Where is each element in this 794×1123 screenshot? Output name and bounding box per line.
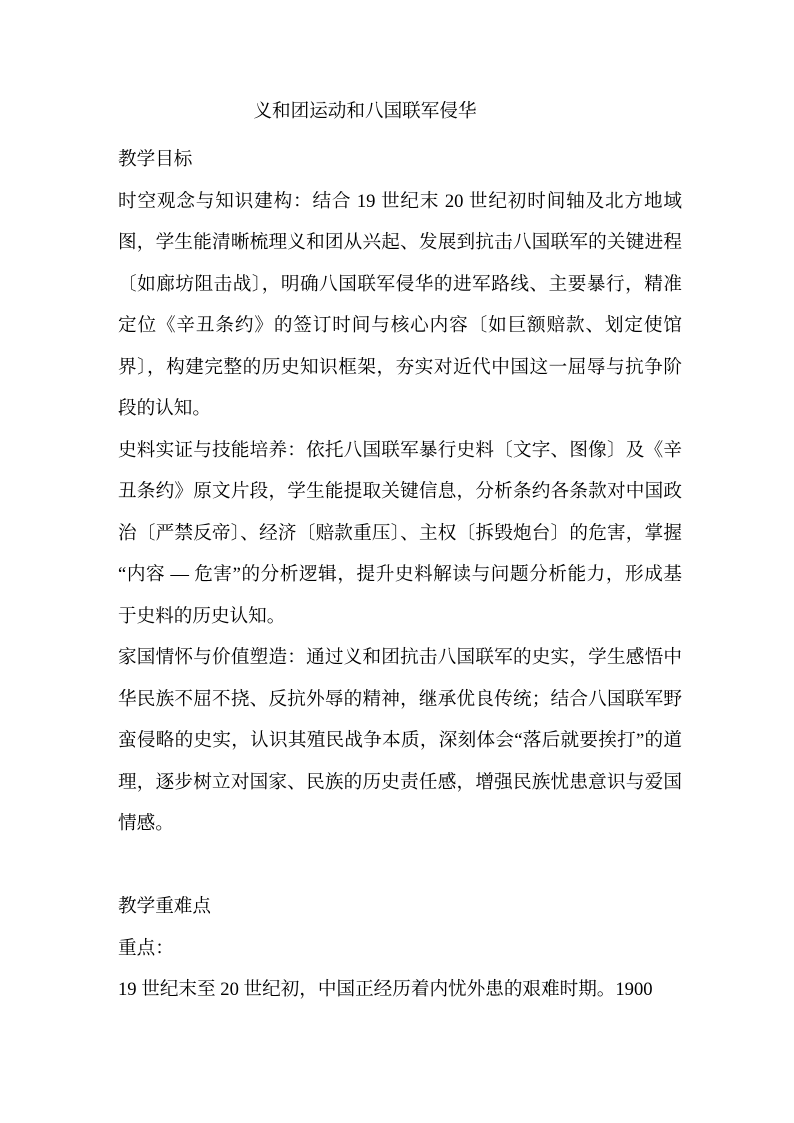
document-title: 义和团运动和八国联军侵华	[253, 101, 477, 122]
paragraph-objective-patriotism: 家国情怀与价值塑造：通过义和团抗击八国联军的史实，学生感悟中华民族不屈不挠、反抗外辱的精神，继承优良传统；结合八国联军野蛮侵略的史实，认识其殖民战争本质，深刻体会“落后就要挨打”的道理，逐步树立对国家、民族的历史责任感，增强民族忧患意识与爱国情感。	[118, 647, 682, 834]
paragraph-key-point-body: 19 世纪末至 20 世纪初，中国正经历着内忧外患的艰难时期。1900	[118, 979, 653, 1000]
section-heading-key-difficult-points: 教学重难点	[118, 896, 211, 917]
paragraph-objective-evidence-skills: 史料实证与技能培养：依托八国联军暴行史料〔文字、图像〕及《辛丑条约》原文片段，学生能提取关键信息，分析条约各条款对中国政治〔严禁反帝〕、经济〔赔款重压〕、主权〔拆毁炮台〕的危害，掌握“内容 — 危害”的分析逻辑，提升史料解读与问题分析能力，形成基于史料的历史认知。	[118, 439, 682, 627]
section-heading-teaching-objectives: 教学目标	[118, 149, 193, 170]
subheading-key-point: 重点：	[118, 937, 174, 959]
paragraph-objective-knowledge: 时空观念与知识建构：结合 19 世纪末 20 世纪初时间轴及北方地域图，学生能清晰梳理义和团从兴起、发展到抗击八国联军的关键进程〔如廊坊阻击战〕，明确八国联军侵华的进军路线、主要暴行，精准定位《辛丑条约》的签订时间与核心内容〔如巨额赔款、划定使馆界〕，构建完整的历史知识框架，夯实对近代中国这一屈辱与抗争阶段的认知。	[118, 190, 682, 419]
